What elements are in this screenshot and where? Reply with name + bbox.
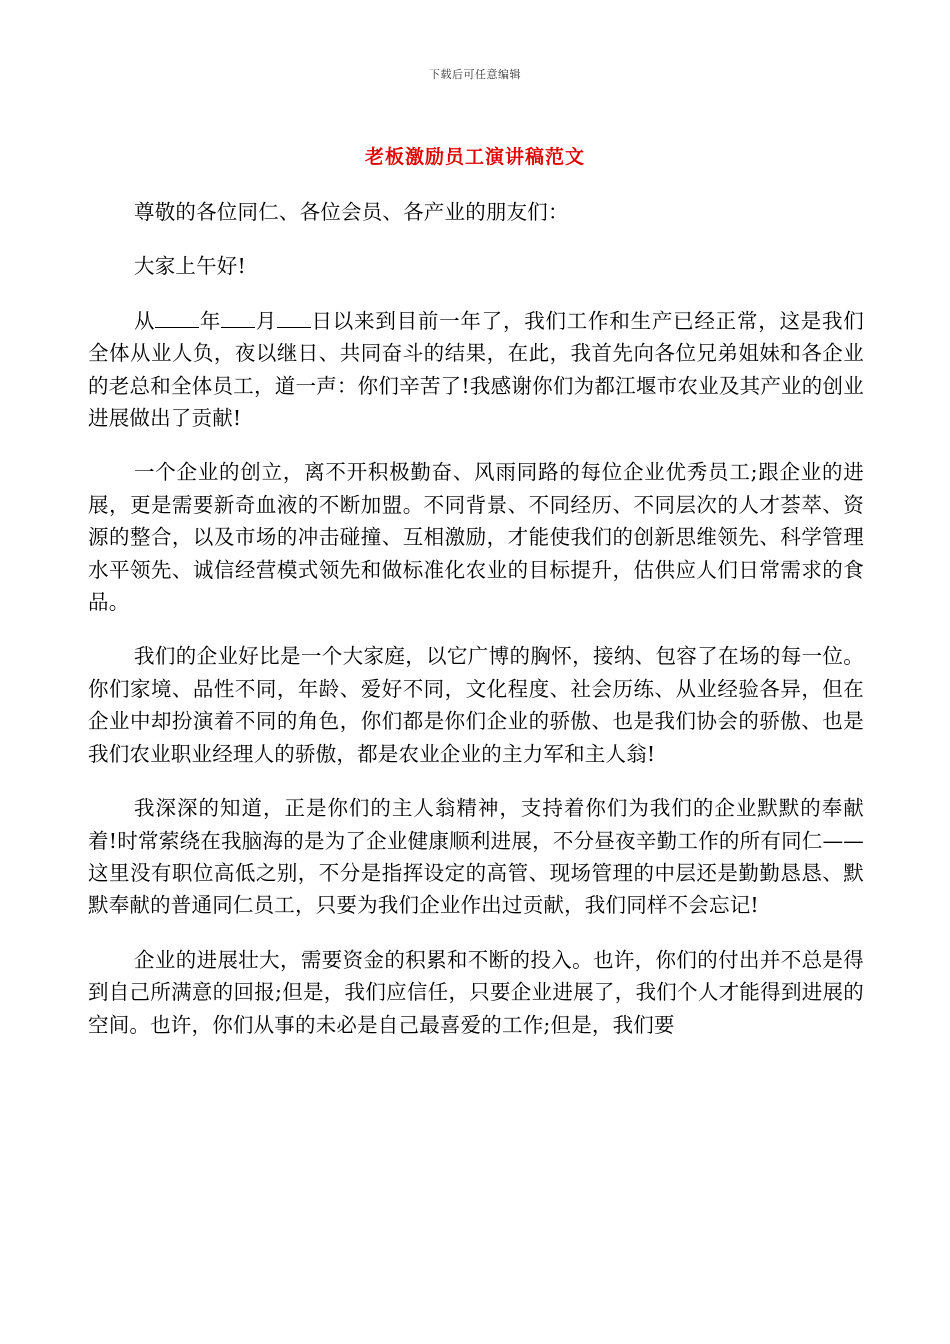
salutation-paragraph: 尊敬的各位同仁、各位会员、各产业的朋友们： — [134, 200, 569, 224]
p1-rest: 日以来到目前一年了，我们工作和生产已经正常，这是我们全体从业人负，夜以继日、共同奋斗的结果，在此，我首先向各位兄弟姐妹和各企业的老总和全体员工，道一声：你们辛苦了!我感谢你们为都江堰市农业及其产业的创业进展做出了贡献! — [88, 308, 865, 431]
p1-from: 从 — [134, 308, 156, 333]
document-title: 老板激励员工演讲稿范文 — [364, 146, 585, 168]
paragraph-2: 一个企业的创立，离不开积极勤奋、风雨同路的每位企业优秀员工;跟企业的进展，更是需要新奇血液的不断加盟。不同背景、不同经历、不同层次的人才荟萃、资源的整合，以及市场的冲击碰撞、互相激励，才能使我们的创新思维领先、科学管理水平领先、诚信经营模式领先和做标准化农业的目标提升，估供应人们日常需求的食品。 — [88, 460, 864, 615]
paragraph-4: 我深深的知道，正是你们的主人翁精神，支持着你们为我们的企业默默的奉献着!时常萦绕在我脑海的是为了企业健康顺利进展，不分昼夜辛勤工作的所有同仁——这里没有职位高低之别，不分是指挥设定的高管、现场管理的中层还是勤勤恳恳、默默奉献的普通同仁员工，只要为我们企业作出过贡献，我们同样不会忘记! — [88, 796, 864, 918]
paragraph-3: 我们的企业好比是一个大家庭，以它广博的胸怀，接纳、包容了在场的每一位。你们家境、品性不同，年龄、爱好不同，文化程度、社会历练、从业经验各异，但在企业中却扮演着不同的角色，你们都是你们企业的骄傲、也是我们协会的骄傲、也是我们农业职业经理人的骄傲，都是农业企业的主力军和主人翁! — [88, 644, 864, 766]
year-blank — [155, 305, 199, 328]
document-body — [88, 196, 864, 1063]
p1-month: 月 — [255, 308, 277, 333]
paragraph-1 — [88, 305, 864, 435]
header-note: 下载后可任意编辑 — [429, 68, 521, 81]
greeting-paragraph: 大家上午好! — [134, 254, 246, 279]
paragraph-5: 企业的进展壮大，需要资金的积累和不断的投入。也许，你们的付出并不总是得到自己所满意的回报;但是，我们应信任，只要企业进展了，我们个人才能得到进展的空间。也许，你们从事的未必是自己最喜爱的工作;但是，我们要 — [88, 947, 864, 1037]
month-blank — [221, 305, 255, 328]
day-blank — [277, 305, 311, 328]
p1-year: 年 — [199, 308, 222, 333]
